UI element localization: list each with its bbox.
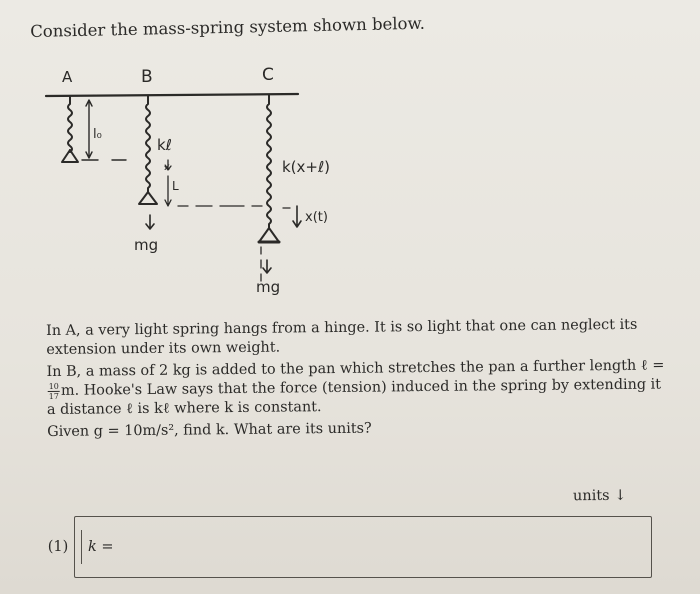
question-number: (1) (47, 539, 69, 555)
hanger-c (259, 228, 279, 242)
l-arrow (165, 176, 171, 206)
xt-arrow (293, 206, 301, 227)
units-dropdown[interactable]: units ↓ (572, 487, 627, 505)
label-kx: k(x+ℓ) (282, 158, 331, 176)
label-xt: x(t) (305, 210, 328, 225)
label-l0: l₀ (93, 127, 102, 142)
spring-b (146, 96, 150, 192)
paragraph-a: In A, a very light spring hangs from a hinge. It is so light that one can neglect its extension under its own weight. (46, 316, 638, 358)
label-mg-b: mg (134, 236, 159, 254)
length-equation: ℓ = (640, 357, 665, 374)
fraction: $\frac{10}{17}$ (48, 381, 60, 401)
spring-a (68, 97, 72, 152)
problem-text (46, 315, 671, 445)
answer-prefix: k = (81, 530, 114, 564)
paragraph-given: Given g = 10m/s², find k. What are its units? (47, 420, 372, 440)
label-x: x (164, 162, 170, 173)
label-c: C (262, 65, 274, 85)
label-a: A (62, 68, 73, 86)
ceiling-line (46, 94, 298, 96)
label-mg-c: mg (256, 278, 281, 296)
paragraph-b: In B, a mass of 2 kg is added to the pan which stretches the pan a further length ℓ = $\frac{10}{17}$ m. Hooke's Law says that the force (tension) induced in the spring by extending it a distance ℓ is kℓ where k is constant. (46, 357, 665, 418)
hanger-b (139, 192, 157, 204)
problem-heading: Consider the mass-spring system shown below. (30, 13, 426, 41)
hanger-a (62, 150, 78, 162)
answer-input[interactable] (74, 516, 652, 578)
l0-arrow (86, 100, 92, 158)
answer-row (40, 516, 652, 578)
label-kl: kℓ (157, 136, 172, 154)
spring-c (267, 95, 271, 228)
label-b: B (141, 67, 153, 87)
label-l: L (172, 179, 179, 193)
